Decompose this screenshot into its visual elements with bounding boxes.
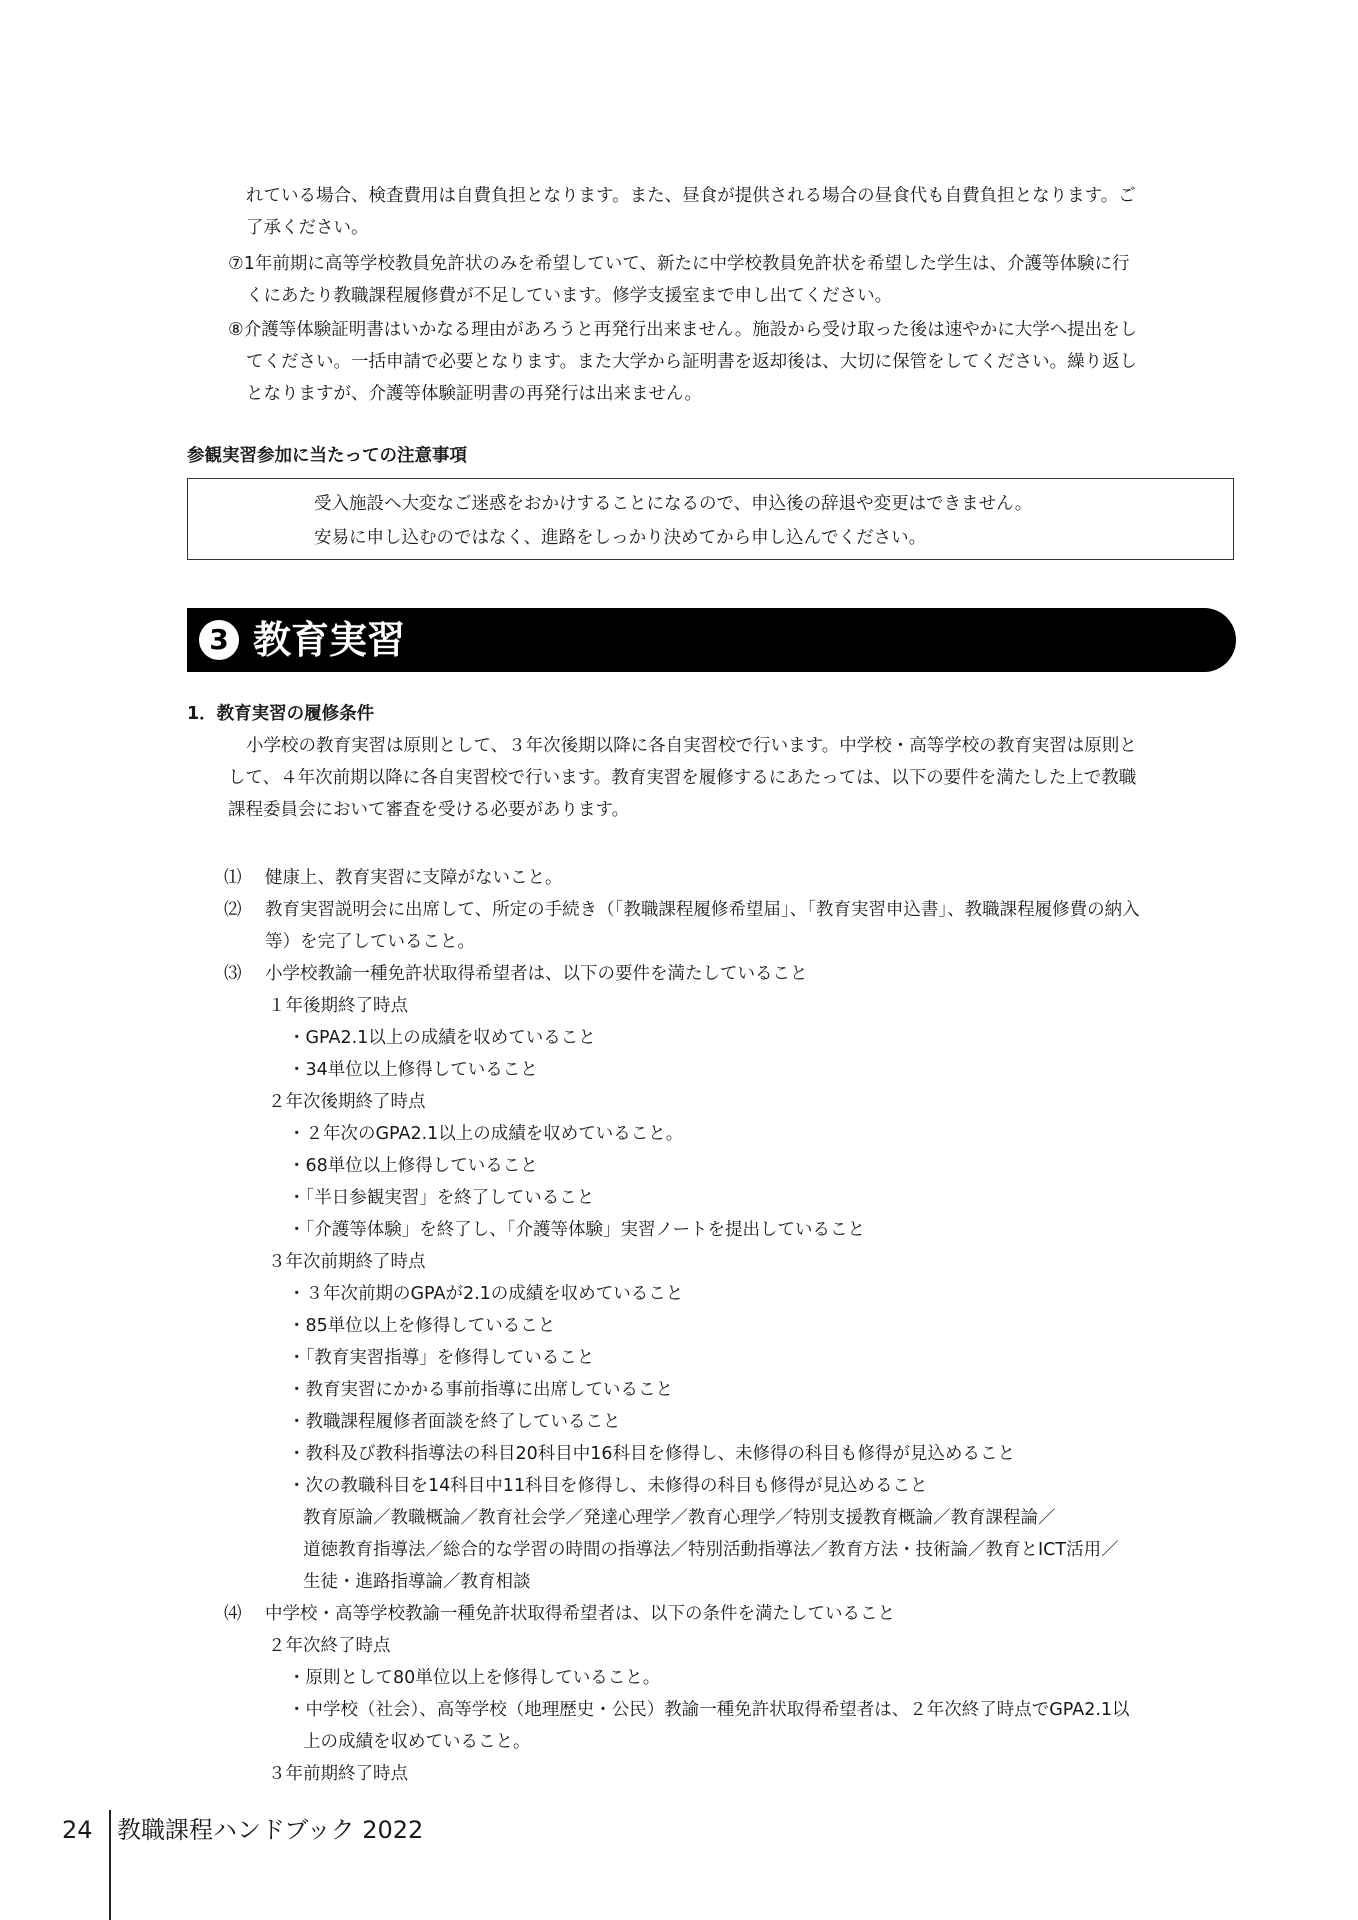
requirement-bullet: 上の成績を収めていること。 [303, 1732, 531, 1752]
note-7-line: くにあたり教職課程履修費が不足しています。修学支援室まで申し出てください。 [246, 286, 893, 306]
course-list-line: 道徳教育指導法／総合的な学習の時間の指導法／特別活動指導法／教育方法・技術論／教育とICT活用／ [303, 1540, 1119, 1560]
body-paragraph-line: して、４年次前期以降に各自実習校で行います。教育実習を履修するにあたっては、以下の要件を満たした上で教職 [228, 768, 1137, 788]
course-list-line: 教育原論／教職概論／教育社会学／発達心理学／教育心理学／特別支援教育概論／教育課程論／ [303, 1508, 1056, 1528]
body-paragraph-line: 小学校の教育実習は原則として、３年次後期以降に各自実習校で行います。中学校・高等学校の教育実習は原則と [246, 736, 1137, 756]
requirement-bullet: ・85単位以上を修得していること [288, 1316, 556, 1336]
requirement-bullet: ・「教育実習指導」を修得していること [288, 1348, 595, 1368]
milestone-heading: １年後期終了時点 [268, 996, 408, 1016]
note-7-line: ⑦1年前期に高等学校教員免許状のみを希望していて、新たに中学校教員免許状を希望した学生は、介護等体験に行 [228, 254, 1130, 274]
subsection-heading: 1．教育実習の履修条件 [187, 704, 375, 724]
continued-paragraph-line: れている場合、検査費用は自費負担となります。また、昼食が提供される場合の昼食代も自費負担となります。ご [246, 186, 1136, 206]
item-number: ⑴ [224, 868, 242, 888]
item-number: ⑷ [224, 1604, 242, 1624]
requirement-bullet: ・教科及び教科指導法の科目20科目中16科目を修得し、未修得の科目も修得が見込めること [288, 1444, 1016, 1464]
requirement-bullet: ・「半日参観実習」を終了していること [288, 1188, 595, 1208]
requirement-bullet: ・教職課程履修者面談を終了していること [288, 1412, 621, 1432]
requirement-bullet: ・GPA2.1以上の成績を収めていること [288, 1028, 596, 1048]
item-text: 中学校・高等学校教諭一種免許状取得希望者は、以下の条件を満たしていること [265, 1604, 895, 1624]
notice-line: 受入施設へ大変なご迷惑をおかけすることになるので、申込後の辞退や変更はできません。 [314, 494, 1033, 514]
requirement-bullet: ・中学校（社会）、高等学校（地理歴史・公民）教諭一種免許状取得希望者は、２年次終了時点でGPA2.1以 [288, 1700, 1130, 1720]
requirement-bullet: ・教育実習にかかる事前指導に出席していること [288, 1380, 673, 1400]
notice-heading: 参観実習参加に当たっての注意事項 [187, 446, 467, 466]
body-paragraph-line: 課程委員会において審査を受ける必要があります。 [228, 800, 630, 820]
section-number-badge: 3 [199, 620, 239, 660]
footer-divider [109, 1810, 111, 1920]
item-text: 健康上、教育実習に支障がないこと。 [265, 868, 563, 888]
note-8-line: となりますが、介護等体験証明書の再発行は出来ません。 [246, 384, 703, 404]
page-number: 24 [62, 1816, 93, 1844]
item-text: 等）を完了していること。 [265, 932, 475, 952]
requirement-bullet: ・原則として80単位以上を修得していること。 [288, 1668, 661, 1688]
requirement-bullet: ・２年次のGPA2.1以上の成績を収めていること。 [288, 1124, 684, 1144]
footer-title: 教職課程ハンドブック 2022 [117, 1816, 424, 1844]
item-number: ⑵ [224, 900, 242, 920]
requirement-bullet: ・「介護等体験」を終了し、「介護等体験」実習ノートを提出していること [288, 1220, 865, 1240]
item-number: ⑶ [224, 964, 242, 984]
section-title: 教育実習 [253, 618, 406, 662]
notice-line: 安易に申し込むのではなく、進路をしっかり決めてから申し込んでください。 [314, 528, 927, 548]
milestone-heading: ３年前期終了時点 [268, 1764, 408, 1784]
item-text: 小学校教諭一種免許状取得希望者は、以下の要件を満たしていること [265, 964, 808, 984]
section-banner [187, 608, 1236, 672]
requirement-bullet: ・68単位以上修得していること [288, 1156, 538, 1176]
requirement-bullet: ・34単位以上修得していること [288, 1060, 538, 1080]
course-list-line: 生徒・進路指導論／教育相談 [303, 1572, 531, 1592]
milestone-heading: ２年次終了時点 [268, 1636, 391, 1656]
milestone-heading: ２年次後期終了時点 [268, 1092, 426, 1112]
note-8-line: てください。一括申請で必要となります。また大学から証明書を返却後は、大切に保管をしてください。繰り返し [246, 352, 1138, 372]
continued-paragraph-line: 了承ください。 [246, 218, 369, 238]
requirement-bullet: ・次の教職科目を14科目中11科目を修得し、未修得の科目も修得が見込めること [288, 1476, 928, 1496]
requirement-bullet: ・３年次前期のGPAが2.1の成績を収めていること [288, 1284, 684, 1304]
item-text: 教育実習説明会に出席して、所定の手続き（「教職課程履修希望届」、「教育実習申込書」、教職課程履修費の納入 [265, 900, 1140, 920]
note-8-line: ⑧介護等体験証明書はいかなる理由があろうと再発行出来ません。施設から受け取った後は速やかに大学へ提出をし [228, 320, 1138, 340]
milestone-heading: ３年次前期終了時点 [268, 1252, 426, 1272]
